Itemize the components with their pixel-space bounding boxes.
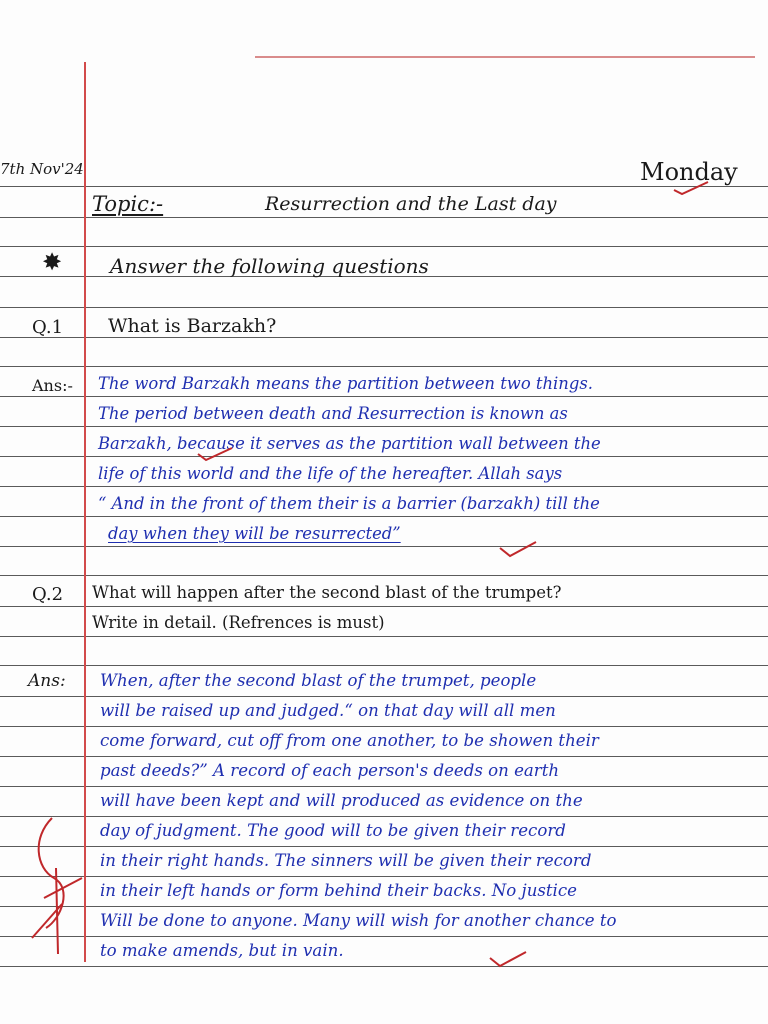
ruled-line (0, 876, 768, 877)
q2-answer-line: When, after the second blast of the trumpet, people (100, 671, 537, 690)
ruled-line (0, 636, 768, 637)
ruled-line (0, 966, 768, 967)
ruled-line (0, 756, 768, 757)
ruled-line (0, 426, 768, 427)
q2-answer-label: Ans: (28, 671, 66, 691)
q1-question: What is Barzakh? (108, 315, 277, 337)
q2-answer-line: in their left hands or form behind their backs. No justice (100, 881, 577, 900)
ruled-line (0, 516, 768, 517)
ruled-line (0, 396, 768, 397)
ruled-line (0, 816, 768, 817)
margin-scribble-icon (22, 808, 92, 958)
q2-answer-line: day of judgment. The good will to be given their record (100, 821, 566, 840)
ruled-line (0, 726, 768, 727)
ruled-line (0, 575, 768, 576)
ruled-line (0, 186, 768, 187)
q2-answer-line: past deeds?” A record of each person's deeds on earth (100, 761, 560, 780)
q2-answer-line: come forward, cut off from one another, to be showen their (100, 731, 599, 750)
instruction-text: Answer the following questions (110, 254, 429, 278)
ruled-line (0, 456, 768, 457)
q2-answer-line: will be raised up and judged.“ on that day will all men (100, 701, 556, 720)
topic-title: Resurrection and the Last day (265, 193, 557, 215)
ruled-line (0, 307, 768, 308)
q1-answer-label: Ans:- (32, 376, 73, 395)
q1-answer-line: life of this world and the life of the hereafter. Allah says (98, 464, 563, 483)
ruled-line (0, 217, 768, 218)
q2-answer-line: in their right hands. The sinners will be given their record (100, 851, 592, 870)
check-mark-icon (498, 538, 538, 558)
ruled-line (0, 696, 768, 697)
q1-answer-line: “ And in the front of them their is a barrier (barzakh) till the (98, 494, 600, 513)
ruled-line (0, 337, 768, 338)
q2-answer-line: Will be done to anyone. Many will wish for another chance to (100, 911, 617, 930)
ruled-line (0, 906, 768, 907)
topic-label: Topic:- (92, 192, 164, 216)
ruled-line (0, 246, 768, 247)
ruled-line (0, 546, 768, 547)
q1-answer-line: Barzakh, because it serves as the partition wall between the (98, 434, 601, 453)
ruled-line (0, 786, 768, 787)
ruled-line (0, 936, 768, 937)
ruled-line (0, 486, 768, 487)
ruled-line (0, 606, 768, 607)
day-label: Monday (640, 158, 738, 186)
page-top-edge (255, 56, 755, 58)
ruled-line (0, 846, 768, 847)
check-mark-icon (672, 178, 712, 196)
check-mark-icon (196, 446, 236, 464)
q2-question-line: Write in detail. (Refrences is must) (92, 613, 385, 632)
q2-answer-line: will have been kept and will produced as evidence on the (100, 791, 583, 810)
q1-answer-line: The period between death and Resurrection is known as (98, 404, 568, 423)
ruled-line (0, 665, 768, 666)
q1-number: Q.1 (32, 317, 64, 338)
check-mark-icon (488, 948, 528, 968)
q1-answer-line: The word Barzakh means the partition between two things. (98, 374, 593, 393)
q2-question-line: What will happen after the second blast of the trumpet? (92, 583, 562, 602)
star-bullet-icon: ✸ (42, 248, 63, 276)
date: 7th Nov'24 (0, 160, 84, 178)
q2-answer-line: to make amends, but in vain. (100, 941, 344, 960)
q1-answer-line: day when they will be resurrected” (108, 524, 401, 543)
ruled-line (0, 366, 768, 367)
q2-number: Q.2 (32, 584, 64, 605)
